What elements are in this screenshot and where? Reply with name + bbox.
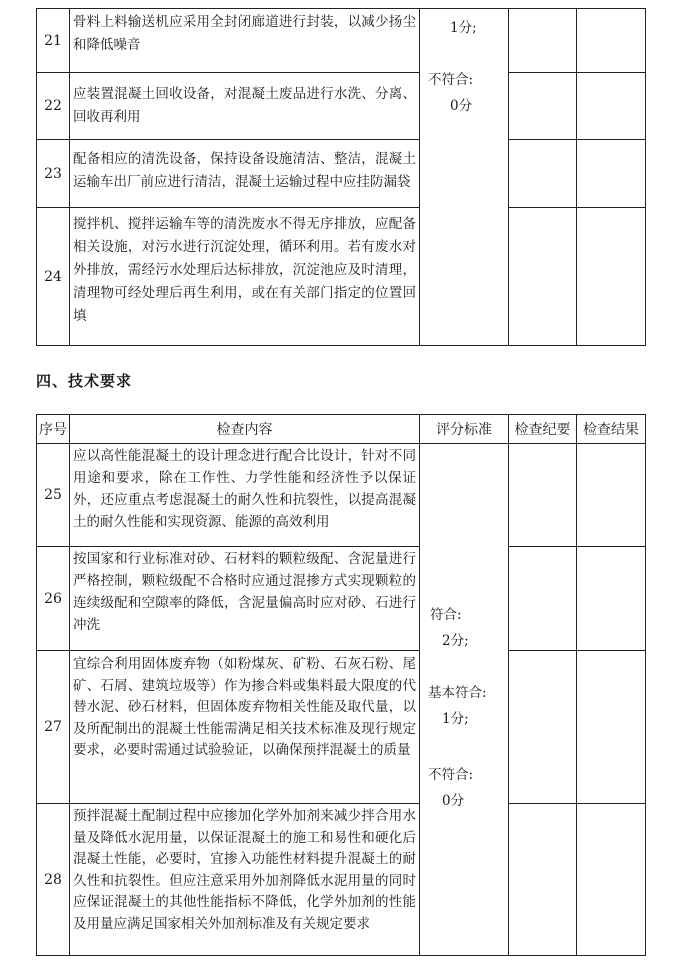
header-record: 检查纪要 — [509, 415, 577, 444]
header-result: 检查结果 — [577, 415, 646, 444]
technical-requirements-table — [36, 414, 646, 956]
check-result-cell[interactable] — [577, 444, 646, 547]
table-row — [37, 804, 646, 956]
check-content: 预拌混凝土配制过程中应掺加化学外加剂来减少拌合用水量及降低水泥用量，以保证混凝土的施工和易性和硬化后混凝土性能，必要时，宜掺入功能性材料提升混凝土的耐久性和抗裂性。但应注意采用外加剂降低水泥用量的同时应保证混凝土的其他性能指标不降低，化学外加剂的性能及用量应满足国家相关外加剂标准及有关规定要求 — [70, 804, 420, 956]
table-row — [37, 651, 646, 804]
check-content: 宜综合利用固体废弃物（如粉煤灰、矿粉、石灰石粉、尾矿、石屑、建筑垃圾等）作为掺合料或集料最大限度的代替水泥、砂石材料，但固体废弃物相关性能及取代量，以及所配制出的混凝土性能需满足相关技术标准及现行规定要求，必要时需通过试验验证，以确保预拌混凝土的质量 — [70, 651, 420, 804]
check-content: 应装置混凝土回收设备，对混凝土废品进行水洗、分离、回收再利用 — [70, 73, 420, 140]
row-number: 25 — [37, 444, 70, 547]
table-row — [37, 140, 646, 208]
score-line: 0分 — [442, 793, 465, 809]
check-content: 应以高性能混凝土的设计理念进行配合比设计，针对不同用途和要求，除在工作性、力学性能和经济性予以保证外，还应重点考虑混凝土的耐久性和抗裂性，以提高混凝土的耐久性能和实现资源、能源的高效利用 — [70, 444, 420, 547]
header-score: 评分标准 — [420, 415, 509, 444]
row-number: 28 — [37, 804, 70, 956]
score-criteria — [420, 444, 509, 956]
row-number: 26 — [37, 547, 70, 651]
row-number: 23 — [37, 140, 70, 208]
table-header-row — [37, 415, 646, 444]
check-result-cell[interactable] — [577, 140, 646, 208]
check-record-cell[interactable] — [509, 444, 577, 547]
score-line: 不符合: — [428, 767, 474, 783]
check-record-cell[interactable] — [509, 208, 577, 346]
score-line: 2分; — [442, 633, 469, 649]
check-result-cell[interactable] — [577, 208, 646, 346]
check-result-cell[interactable] — [577, 804, 646, 956]
score-line: 1分; — [442, 711, 469, 727]
check-result-cell[interactable] — [577, 547, 646, 651]
check-content: 搅拌机、搅拌运输车等的清洗废水不得无序排放，应配备相关设施，对污水进行沉淀处理，循环利用。若有废水对外排放，需经污水处理后达标排放，沉淀池应及时清理，清理物可经处理后再生利用，或在有关部门指定的位置回填 — [70, 208, 420, 346]
table-row — [37, 444, 646, 547]
row-number: 27 — [37, 651, 70, 804]
section-heading: 四、技术要求 — [36, 372, 133, 390]
check-content: 按国家和行业标准对砂、石材料的颗粒级配、含泥量进行严格控制，颗粒级配不合格时应通过混掺方式实现颗粒的连续级配和空隙率的降低，含泥量偏高时应对砂、石进行冲洗 — [70, 547, 420, 651]
score-criteria — [420, 9, 509, 346]
score-line: 0分 — [450, 98, 473, 114]
table-row — [37, 73, 646, 140]
score-line: 基本符合: — [428, 685, 487, 701]
header-no: 序号 — [37, 415, 70, 444]
check-record-cell[interactable] — [509, 651, 577, 804]
check-result-cell[interactable] — [577, 9, 646, 73]
check-result-cell[interactable] — [577, 73, 646, 140]
table-row — [37, 547, 646, 651]
row-number: 22 — [37, 73, 70, 140]
check-content: 配备相应的清洗设备，保持设备设施清洁、整洁，混凝土运输车出厂前应进行清洁，混凝土运输过程中应挂防漏袋 — [70, 140, 420, 208]
score-line: 1分; — [450, 20, 477, 36]
check-record-cell[interactable] — [509, 547, 577, 651]
check-record-cell[interactable] — [509, 804, 577, 956]
header-content: 检查内容 — [70, 415, 420, 444]
table-row — [37, 9, 646, 73]
check-record-cell[interactable] — [509, 140, 577, 208]
check-record-cell[interactable] — [509, 73, 577, 140]
table-row — [37, 208, 646, 346]
score-line: 不符合: — [428, 72, 474, 88]
check-content: 骨料上料输送机应采用全封闭廊道进行封装，以减少扬尘和降低噪音 — [70, 9, 420, 73]
check-record-cell[interactable] — [509, 9, 577, 73]
inspection-table-continued — [36, 8, 646, 346]
score-line: 符合: — [430, 607, 462, 623]
check-result-cell[interactable] — [577, 651, 646, 804]
row-number: 21 — [37, 9, 70, 73]
row-number: 24 — [37, 208, 70, 346]
